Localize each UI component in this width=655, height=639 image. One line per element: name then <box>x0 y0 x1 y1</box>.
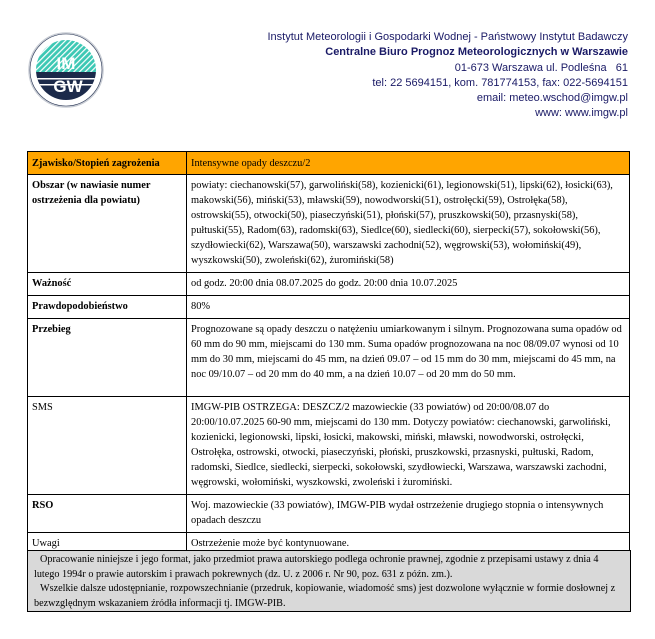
warning-table <box>27 151 630 556</box>
row-value: Prognozowane są opady deszczu o natężeniu umiarkowanym i silnym. Prognozowana suma opadów od 60 mm do 90 mm, miejscami do 130 mm. Suma opadów prognozowana na noc 08/09.07 wynosi od 10 mm do 30 mm, miejscami do 45 mm, na dzień 09.07 – od 15 mm do 30 mm, miejscami do 45 mm, na noc 09/10.07 – od 20 mm do 40 mm, a na dzień 10.07 – od 20 mm do 50 mm. <box>187 319 630 397</box>
copyright-paragraph: Opracowanie niniejsze i jego format, jako przedmiot prawa autorskiego podlega ochronie prawnej, zgodnie z przepisami ustawy z dnia 4 lutego 1994r o prawie autorskim i prawach pokrewnych (dz. U. z 2006 r. Nr 90, poz. 631 z późn. zm.). <box>34 554 599 580</box>
table-row-area <box>28 175 630 273</box>
institute-name: Instytut Meteorologii i Gospodarki Wodnej - Państwowy Instytut Badawczy <box>267 31 628 43</box>
svg-text:IM: IM <box>56 54 76 73</box>
address: 01-673 Warszawa ul. Podleśna 61 <box>454 61 628 74</box>
row-label: Prawdopodobieństwo <box>28 296 187 319</box>
email: email: meteo.wschod@imgw.pl <box>476 92 628 105</box>
row-value: od godz. 20:00 dnia 08.07.2025 do godz. 20:00 dnia 10.07.2025 <box>187 273 630 296</box>
phone: tel: 22 5694151, kom. 781774153, fax: 022-5694151 <box>372 76 628 89</box>
row-label: Obszar (w nawiasie numer ostrzeżenia dla powiatu) <box>28 175 187 273</box>
row-value: Ostrzeżenie może być kontynuowane. <box>187 533 630 556</box>
row-value: 80% <box>187 296 630 319</box>
copyright-notice <box>27 550 631 612</box>
table-row-probability <box>28 296 630 319</box>
row-label: RSO <box>28 495 187 533</box>
bureau-name: Centralne Biuro Prognoz Meteorologicznych w Warszawie <box>325 46 628 59</box>
website: www: www.imgw.pl <box>535 107 628 120</box>
table-row-phenomenon <box>28 152 630 175</box>
svg-text:GW: GW <box>53 77 83 96</box>
row-value: Woj. mazowieckie (33 powiatów), IMGW-PIB wydał ostrzeżenie drugiego stopnia o intensywnych opadach deszczu <box>187 495 630 533</box>
row-value: powiaty: ciechanowski(57), garwoliński(58), kozienicki(61), legionowski(51), lipski(62), łosicki(63), makowski(56), miński(53), mławski(59), nowodworski(51), ostrołęcki(59), Ostrołęka(58), ostrowski(55), otwocki(50), piaseczyński(51), płoński(57), pruszkowski(50), przasnyski(58), pułtuski(55), Radom(63), radomski(63), Siedlce(60), siedlecki(60), sierpecki(57), sokołowski(56), szydłowiecki(62), Warszawa(50), warszawski zachodni(52), węgrowski(53), wołomiński(49), wyszkowski(50), zwoleński(62), żuromiński(58) <box>187 175 630 273</box>
row-label: SMS <box>28 397 187 495</box>
row-value: Intensywne opady deszczu/2 <box>187 152 630 175</box>
table-row-course <box>28 319 630 397</box>
institute-header <box>267 30 628 122</box>
row-label: Ważność <box>28 273 187 296</box>
table-row-rso <box>28 495 630 533</box>
row-label: Uwagi <box>28 533 187 556</box>
table-row-sms <box>28 397 630 495</box>
imgw-logo <box>28 32 104 108</box>
row-label: Przebieg <box>28 319 187 397</box>
row-value: IMGW-PIB OSTRZEGA: DESZCZ/2 mazowieckie (33 powiatów) od 20:00/08.07 do 20:00/10.07.2025 60-90 mm, miejscami do 130 mm. Dotyczy powiatów: ciechanowski, garwoliński, kozienicki, legionowski, lipski, łosicki, makowski, miński, mławski, nowodworski, ostrołęcki, Ostrołęka, ostrowski, otwocki, piaseczyński, płoński, pruszkowski, przasnyski, pułtuski, Radom, radomski, Siedlce, siedlecki, sierpecki, sokołowski, szydłowiecki, Warszawa, warszawski zachodni, węgrowski, wołomiński, wyszkowski, zwoleński i żuromiński. <box>187 397 630 495</box>
redistribution-paragraph: Wszelkie dalsze udostępnianie, rozpowszechnianie (przedruk, kopiowanie, wiadomość sms) jest dozwolone wyłącznie w formie dosłownej z bezwzględnym wskazaniem źródła informacji tj. IMGW-PIB. <box>34 583 616 609</box>
table-row-validity <box>28 273 630 296</box>
row-label: Zjawisko/Stopień zagrożenia <box>28 152 187 175</box>
